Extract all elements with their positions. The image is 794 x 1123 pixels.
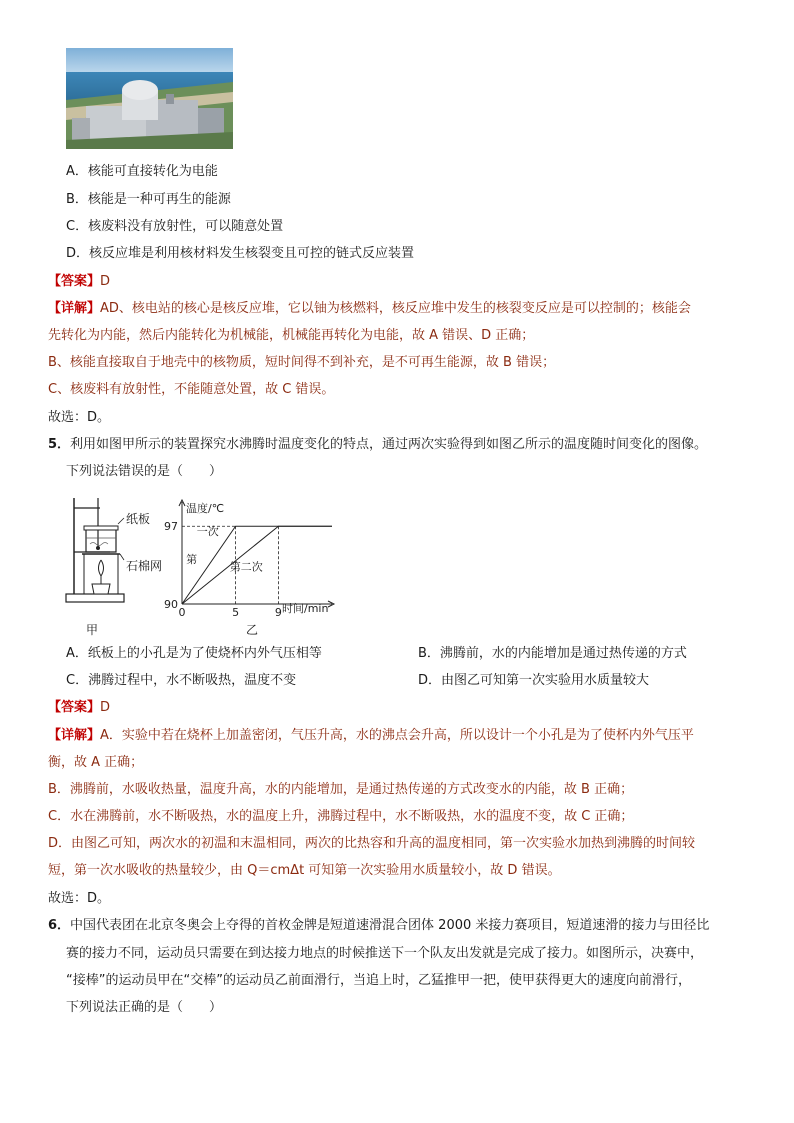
temperature-chart: [160, 494, 360, 642]
label-board: 纸板: [126, 512, 151, 526]
q5-option-d: D．由图乙可知第一次实验用水质量较大: [418, 673, 650, 688]
q4-option-a: A．核能可直接转化为电能: [66, 164, 218, 179]
q5-detail-line-6: 短，第一次水吸收的热量较少，由 Q＝cmΔt 可知第一次实验用水质量较小，故 D 错误。: [48, 863, 561, 878]
q5-conclusion: 故选：D。: [48, 891, 111, 906]
label-jia: 甲: [86, 623, 99, 637]
q4-detail-line-1: [48, 300, 691, 318]
series-label-1-side: 第: [186, 552, 198, 566]
x-tick-label-5: 5: [232, 606, 240, 619]
q5-detail-line-3: B．沸腾前，水吸收热量，温度升高，水的内能增加，是通过热传递的方式改变水的内能，故 B 正确；: [48, 782, 634, 797]
nuclear-plant-photo: [66, 48, 233, 149]
q5-option-a: A．纸板上的小孔是为了使烧杯内外气压相等: [66, 646, 322, 661]
q4-detail-line-3: B、核能直接取自于地壳中的核物质，短时间得不到补充，是不可再生能源，故 B 错误；: [48, 355, 556, 370]
series-label-1-top: 一次: [196, 525, 219, 539]
q4-option-c: C．核废料没有放射性，可以随意处置: [66, 219, 284, 234]
y-tick-label-97: 97: [164, 520, 178, 534]
q6-stem-line-1: [48, 917, 709, 935]
q4-detail-line-4: C、核废料有放射性，不能随意处置，故 C 错误。: [48, 382, 335, 397]
series-label-2: 第二次: [229, 560, 263, 574]
q4-option-b: B．核能是一种可再生的能源: [66, 192, 231, 207]
q5-answer: [48, 699, 110, 717]
detail-tag: 【详解】: [48, 301, 101, 316]
y-tick-label-90: 90: [164, 598, 178, 611]
q5-detail-line-4: C．水在沸腾前，水不断吸热，水的温度上升，沸腾过程中，水不断吸热，水的温度不变，故 C 正确；: [48, 809, 634, 824]
q6-stem-line-3: “接棒”的运动员甲在“交棒”的运动员乙前面滑行，当追上时，乙猛推甲一把，使甲获得更大的速度向前滑行，: [66, 973, 691, 988]
answer-tag: 【答案】: [48, 700, 101, 715]
q5-detail-line-2: 衡，故 A 正确；: [48, 755, 144, 770]
q4-conclusion: 故选：D。: [48, 410, 111, 425]
detail-text: AD、核电站的核心是核反应堆，它以铀为核燃料，核反应堆中发生的核裂变反应是可以控制的；核能会: [100, 301, 691, 316]
question-number: 5．: [48, 437, 71, 452]
q6-stem-line-2: 赛的接力不同，运动员只需要在到达接力地点的时候推送下一个队友出发就是完成了接力。如图所示，决赛中，: [66, 946, 704, 961]
answer-tag: 【答案】: [48, 274, 101, 289]
q4-detail-line-2: 先转化为内能，然后内能转化为机械能，机械能再转化为电能，故 A 错误、D 正确；: [48, 328, 535, 343]
question-number: 6．: [48, 918, 71, 933]
q5-stem-line-2: 下列说法错误的是（ ）: [66, 464, 223, 479]
answer-value: D: [100, 700, 111, 715]
figure-yi-chart: [160, 494, 360, 642]
stem-text: 利用如图甲所示的装置探究水沸腾时温度变化的特点，通过两次实验得到如图乙所示的温度随时间变化的图像。: [70, 437, 708, 452]
label-asbestos: 石棉网: [126, 559, 163, 573]
y-axis-label: 温度/℃: [186, 502, 225, 515]
answer-value: D: [100, 274, 111, 289]
q4-answer: [48, 273, 110, 291]
detail-text: A．实验中若在烧杯上加盖密闭，气压升高，水的沸点会升高，所以设计一个小孔是为了使杯内外气压平: [100, 728, 694, 743]
q5-option-c: C．沸腾过程中，水不断吸热，温度不变: [66, 673, 297, 688]
stem-text: 中国代表团在北京冬奥会上夺得的首枚金牌是短道速滑混合团体 2000 米接力赛项目，短道速滑的接力与田径比: [70, 918, 710, 933]
q5-stem-line-1: [48, 436, 707, 454]
q5-detail-line-5: D．由图乙可知，两次水的初温和末温相同，两次的比热容和升高的温度相同，第一次实验水加热到沸腾的时间较: [48, 836, 696, 851]
label-yi: 乙: [246, 623, 259, 637]
q4-option-d: D．核反应堆是利用核材料发生核裂变且可控的链式反应装置: [66, 246, 415, 261]
x-axis-label: 时间/min: [282, 602, 329, 615]
q5-option-b: B．沸腾前，水的内能增加是通过热传递的方式: [418, 646, 687, 661]
detail-tag: 【详解】: [48, 728, 101, 743]
x-tick-label-9: 9: [274, 606, 282, 619]
q6-stem-line-4: 下列说法正确的是（ ）: [66, 1000, 223, 1015]
x-tick-label-0: 0: [178, 606, 186, 619]
q5-detail-line-1: [48, 727, 694, 745]
